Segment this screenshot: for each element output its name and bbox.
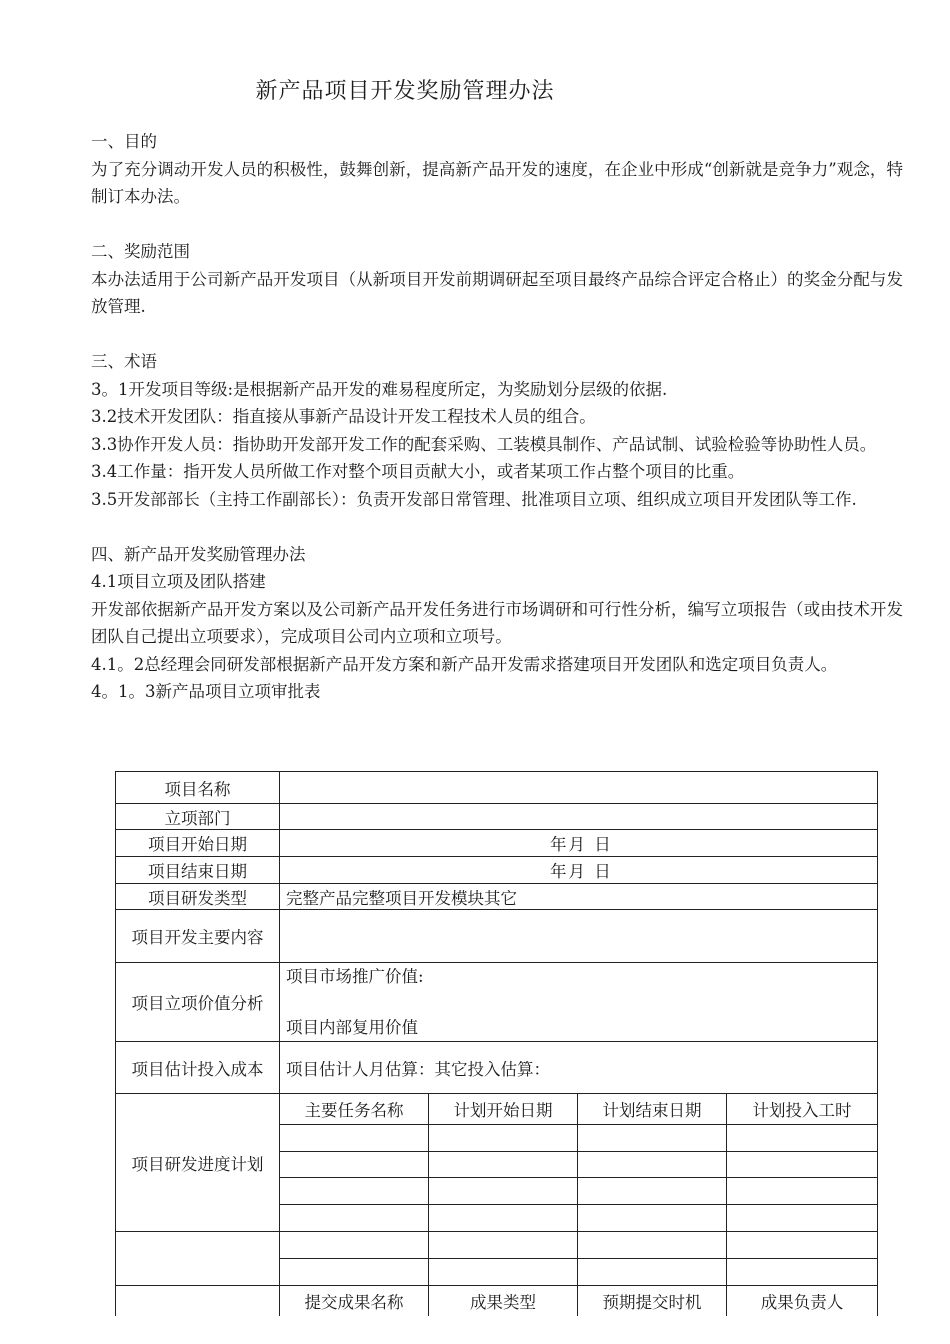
label-end-date: 项目结束日期 [116, 857, 280, 884]
schedule-cell[interactable] [727, 1259, 878, 1286]
deliverable-header: 成果类型 [429, 1286, 578, 1316]
field-end-date[interactable] [280, 857, 878, 884]
field-content[interactable] [280, 910, 878, 963]
term-item: 3.2技术开发团队：指直接从事新产品设计开发工程技术人员的组合。 [91, 407, 596, 426]
section-text-scope: 本办法适用于公司新产品开发项目（从新项目开发前期调研起至项目最终产品综合评定合格止）的奖金分配与发放管理. [91, 269, 903, 316]
start-date-value: 年月 日 [550, 835, 613, 854]
document-title: 新产品项目开发奖励管理办法 [255, 79, 555, 104]
schedule-cell[interactable] [429, 1232, 578, 1259]
schedule-cell[interactable] [429, 1205, 578, 1232]
method-item: 4.1项目立项及团队搭建 [91, 572, 266, 591]
schedule-cell[interactable] [578, 1152, 727, 1178]
schedule-cell[interactable] [727, 1205, 878, 1232]
schedule-cell[interactable] [429, 1178, 578, 1205]
schedule-cell[interactable] [578, 1178, 727, 1205]
table-caption: 4。1。3新产品项目立项审批表 [91, 682, 321, 701]
section-heading-terms: 三、术语 [91, 352, 157, 371]
deliverable-header: 预期提交时机 [578, 1286, 727, 1316]
label-type: 项目研发类型 [116, 884, 280, 910]
deliverable-header: 成果负责人 [727, 1286, 878, 1316]
end-date-value: 年月 日 [550, 862, 613, 881]
field-project-name[interactable] [280, 772, 878, 804]
section-heading-purpose: 一、目的 [91, 132, 157, 151]
schedule-cell[interactable] [280, 1205, 429, 1232]
schedule-cell[interactable] [280, 1125, 429, 1152]
method-item: 4.1。2总经理会同研发部根据新产品开发方案和新产品开发需求搭建项目开发团队和选定项目负责人。 [91, 654, 838, 674]
schedule-cell[interactable] [727, 1232, 878, 1259]
schedule-cell[interactable] [280, 1259, 429, 1286]
label-schedule: 项目研发进度计划 [116, 1094, 280, 1232]
schedule-cell[interactable] [578, 1205, 727, 1232]
method-item: 开发部依据新产品开发方案以及公司新产品开发任务进行市场调研和可行性分析，编写立项报告（或由技术开发团队自己提出立项要求），完成项目公司内立项和立项号。 [91, 599, 903, 646]
term-item: 3.3协作开发人员：指协助开发部开发工作的配套采购、工装模具制作、产品试制、试验检验等协助性人员。 [91, 434, 877, 454]
schedule-header: 计划结束日期 [578, 1094, 727, 1125]
schedule-cell[interactable] [429, 1259, 578, 1286]
project-approval-table [115, 771, 878, 1316]
term-item: 3。1开发项目等级:是根据新产品开发的难易程度所定，为奖励划分层级的依据. [91, 379, 668, 399]
label-dept: 立项部门 [116, 804, 280, 830]
document-body [91, 128, 903, 706]
schedule-cell[interactable] [280, 1232, 429, 1259]
label-value-analysis: 项目立项价值分析 [116, 963, 280, 1042]
field-dept[interactable] [280, 804, 878, 830]
label-content: 项目开发主要内容 [116, 910, 280, 963]
schedule-cell[interactable] [727, 1178, 878, 1205]
section-heading-scope: 二、奖励范围 [91, 242, 190, 261]
schedule-header: 计划开始日期 [429, 1094, 578, 1125]
label-cost: 项目估计投入成本 [116, 1042, 280, 1094]
deliverable-header: 提交成果名称 [280, 1286, 429, 1316]
schedule-cell[interactable] [727, 1152, 878, 1178]
field-cost[interactable]: 项目估计人月估算：其它投入估算： [280, 1042, 878, 1094]
blank-label-cell [116, 1232, 280, 1286]
label-start-date: 项目开始日期 [116, 830, 280, 857]
term-item: 3.4工作量：指开发人员所做工作对整个项目贡献大小，或者某项工作占整个项目的比重。 [91, 462, 745, 481]
schedule-header: 主要任务名称 [280, 1094, 429, 1125]
term-item: 3.5开发部部长（主持工作副部长）：负责开发部日常管理、批准项目立项、组织成立项目开发团队等工作. [91, 489, 857, 509]
field-value-analysis[interactable] [280, 963, 878, 1042]
field-start-date[interactable] [280, 830, 878, 857]
schedule-cell[interactable] [280, 1178, 429, 1205]
section-heading-method: 四、新产品开发奖励管理办法 [91, 544, 306, 564]
value-market: 项目市场推广价值: [286, 967, 424, 986]
field-type[interactable]: 完整产品完整项目开发模块其它 [280, 884, 878, 910]
schedule-cell[interactable] [280, 1152, 429, 1178]
label-project-name: 项目名称 [116, 772, 280, 804]
schedule-cell[interactable] [429, 1152, 578, 1178]
deliverable-label-cell [116, 1286, 280, 1316]
schedule-cell[interactable] [578, 1125, 727, 1152]
schedule-cell[interactable] [578, 1232, 727, 1259]
schedule-header: 计划投入工时 [727, 1094, 878, 1125]
schedule-cell[interactable] [727, 1125, 878, 1152]
schedule-cell[interactable] [429, 1125, 578, 1152]
schedule-cell[interactable] [578, 1259, 727, 1286]
value-reuse: 项目内部复用价值 [286, 1018, 418, 1037]
section-text-purpose: 为了充分调动开发人员的积极性，鼓舞创新，提高新产品开发的速度，在企业中形成“创新就是竞争力”观念，特制订本办法。 [91, 159, 903, 206]
